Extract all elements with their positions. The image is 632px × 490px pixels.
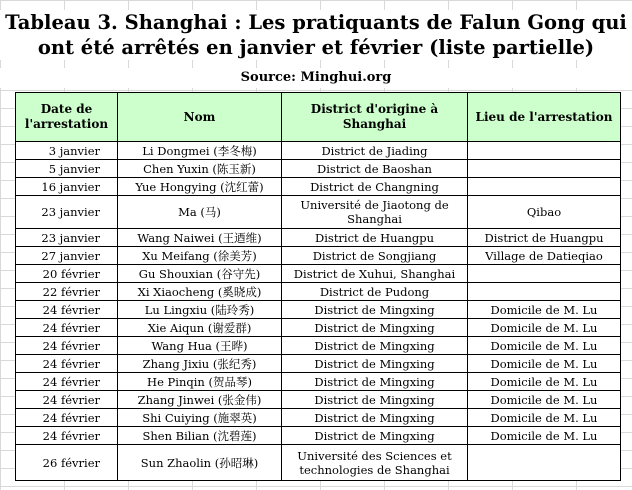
cell-name: Ma (马)	[118, 196, 282, 229]
cell-date: 5 janvier	[16, 160, 118, 178]
cell-district: District de Changning	[282, 178, 468, 196]
table-row	[16, 337, 621, 355]
title-line-1: Tableau 3. Shanghai : Les pratiquants de Falun Gong qui	[5, 11, 627, 34]
cell-name: Zhang Jinwei (张金伟)	[118, 391, 282, 409]
table-row	[16, 427, 621, 445]
table-row	[16, 283, 621, 301]
table-row	[16, 355, 621, 373]
cell-location	[468, 178, 621, 196]
header-location: Lieu de l'arrestation	[468, 93, 621, 142]
cell-district: District de Baoshan	[282, 160, 468, 178]
cell-location: District de Huangpu	[468, 229, 621, 247]
cell-location: Domicile de M. Lu	[468, 301, 621, 319]
cell-date: 26 février	[16, 445, 118, 481]
cell-district: District de Pudong	[282, 283, 468, 301]
cell-district: Université de Jiaotong de Shanghai	[282, 196, 468, 229]
cell-location: Domicile de M. Lu	[468, 355, 621, 373]
cell-name: Yue Hongying (沈红蕾)	[118, 178, 282, 196]
table-row	[16, 160, 621, 178]
cell-district: District de Mingxing	[282, 355, 468, 373]
table-row	[16, 178, 621, 196]
table-row	[16, 142, 621, 160]
table-title	[0, 10, 632, 60]
cell-name: Zhang Jixiu (张纪秀)	[118, 355, 282, 373]
cell-date: 24 février	[16, 427, 118, 445]
cell-name: Xu Meifang (徐美芳)	[118, 247, 282, 265]
cell-location	[468, 445, 621, 481]
cell-district: District de Huangpu	[282, 229, 468, 247]
cell-name: Gu Shouxian (谷守先)	[118, 265, 282, 283]
table-row	[16, 373, 621, 391]
cell-district: District de Mingxing	[282, 301, 468, 319]
header-district: District d'origine à Shanghai	[282, 93, 468, 142]
table-row	[16, 229, 621, 247]
cell-date: 24 février	[16, 355, 118, 373]
cell-name: Xie Aiqun (谢爱群)	[118, 319, 282, 337]
cell-date: 27 janvier	[16, 247, 118, 265]
table-row	[16, 391, 621, 409]
table-row	[16, 196, 621, 229]
cell-district: District de Xuhui, Shanghai	[282, 265, 468, 283]
table-body	[16, 142, 621, 481]
table-row	[16, 265, 621, 283]
cell-name: Chen Yuxin (陈玉新)	[118, 160, 282, 178]
table-row	[16, 301, 621, 319]
cell-location: Domicile de M. Lu	[468, 427, 621, 445]
cell-district: District de Mingxing	[282, 391, 468, 409]
cell-name: Sun Zhaolin (孙昭琳)	[118, 445, 282, 481]
cell-date: 22 février	[16, 283, 118, 301]
cell-district: District de Mingxing	[282, 373, 468, 391]
cell-name: Shi Cuiying (施翠英)	[118, 409, 282, 427]
cell-date: 3 janvier	[16, 142, 118, 160]
cell-date: 23 janvier	[16, 196, 118, 229]
cell-date: 24 février	[16, 409, 118, 427]
cell-date: 24 février	[16, 301, 118, 319]
cell-name: Lu Lingxiu (陆玲秀)	[118, 301, 282, 319]
source-line: Source: Minghui.org	[0, 68, 632, 88]
cell-name: Shen Bilian (沈碧莲)	[118, 427, 282, 445]
cell-date: 24 février	[16, 373, 118, 391]
cell-date: 24 février	[16, 391, 118, 409]
cell-location	[468, 142, 621, 160]
cell-location: Domicile de M. Lu	[468, 409, 621, 427]
cell-name: Li Dongmei (李冬梅)	[118, 142, 282, 160]
cell-location: Domicile de M. Lu	[468, 373, 621, 391]
cell-location: Village de Datieqiao	[468, 247, 621, 265]
cell-date: 16 janvier	[16, 178, 118, 196]
header-row	[16, 93, 621, 142]
cell-date: 23 janvier	[16, 229, 118, 247]
cell-district: District de Mingxing	[282, 337, 468, 355]
header-name: Nom	[118, 93, 282, 142]
cell-location: Qibao	[468, 196, 621, 229]
table-row	[16, 247, 621, 265]
cell-district: District de Mingxing	[282, 427, 468, 445]
cell-name: He Pinqin (贺品琴)	[118, 373, 282, 391]
arrests-table	[15, 92, 621, 481]
header-date: Date de l'arrestation	[16, 93, 118, 142]
cell-name: Wang Hua (王晔)	[118, 337, 282, 355]
cell-district: District de Songjiang	[282, 247, 468, 265]
cell-location: Domicile de M. Lu	[468, 319, 621, 337]
table-row	[16, 445, 621, 481]
cell-district: Université des Sciences et technologies de Shanghai	[282, 445, 468, 481]
cell-date: 20 février	[16, 265, 118, 283]
table-row	[16, 319, 621, 337]
cell-district: District de Jiading	[282, 142, 468, 160]
cell-name: Xi Xiaocheng (奚晓成)	[118, 283, 282, 301]
cell-district: District de Mingxing	[282, 409, 468, 427]
table-row	[16, 409, 621, 427]
cell-location	[468, 160, 621, 178]
cell-name: Wang Naiwei (王迺维)	[118, 229, 282, 247]
cell-location	[468, 283, 621, 301]
cell-location: Domicile de M. Lu	[468, 337, 621, 355]
cell-location: Domicile de M. Lu	[468, 391, 621, 409]
cell-district: District de Mingxing	[282, 319, 468, 337]
cell-date: 24 février	[16, 319, 118, 337]
cell-date: 24 février	[16, 337, 118, 355]
title-line-2: ont été arrêtés en janvier et février (liste partielle)	[37, 36, 595, 59]
cell-location	[468, 265, 621, 283]
